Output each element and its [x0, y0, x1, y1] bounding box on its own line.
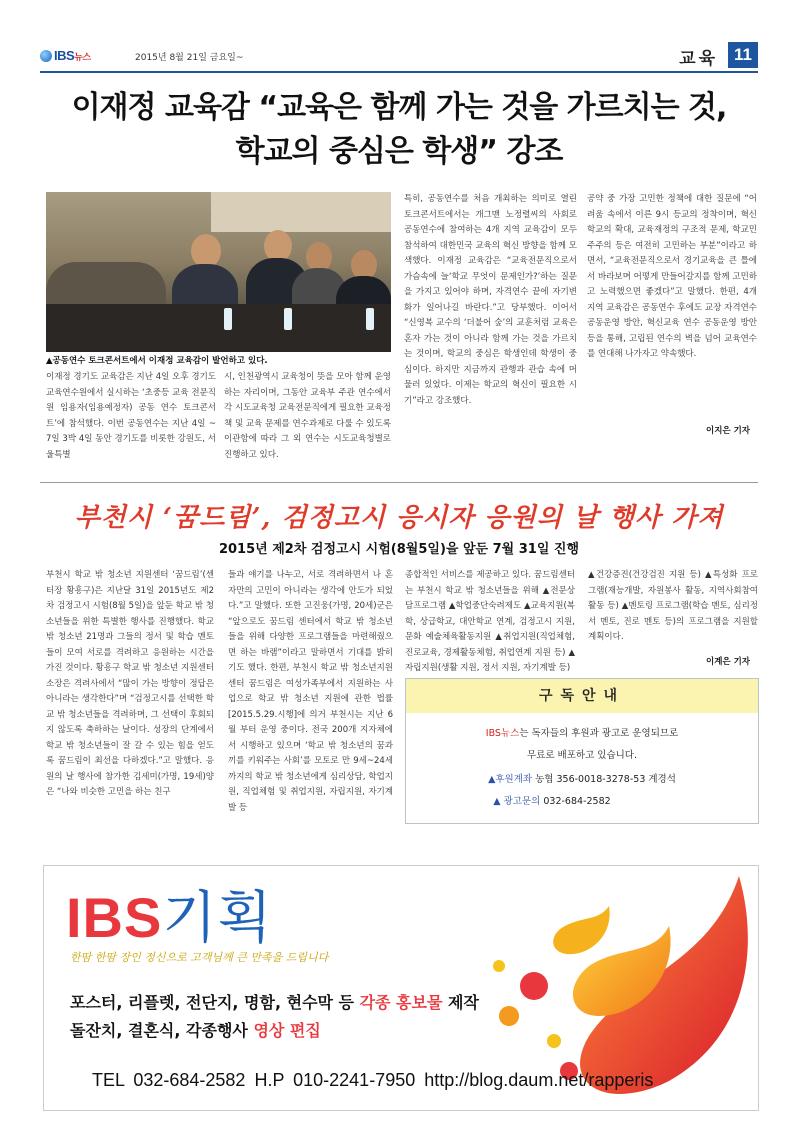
stage-table — [46, 304, 391, 352]
ad-services-line-2 — [70, 1018, 321, 1041]
article2-headline: 부천시 ‘꿈드림’, 검정고시 응시자 응원의 날 행사 가져 — [74, 503, 724, 533]
header-divider — [40, 71, 758, 73]
yellow-dot — [493, 960, 505, 972]
section-divider — [40, 482, 758, 483]
article2-byline: 이계은 기자 — [706, 657, 751, 667]
page-header — [40, 44, 758, 70]
ad-line2-highlight: 영상 편집 — [253, 1021, 321, 1040]
water-bottle — [366, 308, 374, 330]
ad-contact: TEL 032-684-2582 H.P 010-2241-7950 http://blog.daum.net/rapperis — [92, 1070, 654, 1090]
section-title: 교육 — [679, 49, 718, 69]
article1-column-1: 이재정 경기도 교육감은 지난 4일 오후 경기도교육연수원에서 실시하는 ‘초중등 교육 전문직원 임용자(임용예정자) 공동 연수 토크콘서트’에 참석했다. 이번 공동연수는 지난 4일 ~ 7일 3박 4일 동안 경기도를 비롯한 강원도, 서울특별 — [46, 372, 216, 460]
subscription-box — [405, 678, 759, 824]
ad-inquiry-phone: 032-684-2582 — [543, 796, 611, 807]
yellow-dot — [547, 1034, 561, 1048]
article2-column-2: 들과 얘기를 나누고, 서로 격려하면서 나 혼자만의 고민이 아니라는 생각에 안도가 되었다.”고 말했다. 또한 고진웅(가명, 20세)군은 “앞으로도 꿈드림 센터에서 학교 밖 청소년들을 위해 다양한 프로그램들을 마련해줬으면 하는 바램”이라고 말하면서 기대를 밝히기도 했다. 한편, 부천시 학교 밖 청소년지원센터 꿈드림은 여성가족부에서 지원하는 사업으로 학교 밖 청소년 지원에 관한 법률[2015.5.29.시행]에 의거 부천시는 지난 6월 부터 운영 중이다. 전국 200개 지자체에서 시행하고 있으며 ‘학교 밖 청소년의 꿈과 끼를 키워주는 사회’를 모토로 만 9세~24세까지의 학교 밖 청소년에게 심리상담, 학업지원, 직업체험 및 취업지원, 자립지원, 자기계발 등 — [228, 570, 393, 813]
donation-account: 농협 356-0018-3278-53 계경석 — [535, 774, 676, 785]
ibs-planning-ad — [43, 865, 759, 1111]
subscription-line-4 — [376, 793, 728, 807]
logo-sub: 뉴스 — [74, 52, 91, 62]
article2-subhead: 2015년 제2차 검정고시 시험(8월5일)을 앞둔 7월 31일 진행 — [218, 542, 580, 557]
water-bottle — [224, 308, 232, 330]
red-dot — [520, 972, 548, 1000]
ad-line1-highlight: 각종 홍보물 — [359, 993, 443, 1012]
water-bottle — [284, 308, 292, 330]
article2-column-4: ▲건강증진(건강검진 지원 등) ▲특성화 프로그램(재능개발, 자원봉사 활동, 지역사회참여활동 등) ▲멘토링 프로그램(학습 멘토, 심리정서 멘토, 진로 멘토 등)의 프로그램을 지원할 계획이다. — [588, 570, 758, 642]
yellow-drop — [553, 906, 609, 954]
ibs-planning-logo — [66, 874, 273, 954]
subscription-line-2: 무료로 배포하고 있습니다. — [526, 750, 637, 761]
ad-line2-text: 돌잔치, 결혼식, 각종행사 — [70, 1021, 254, 1040]
issue-date: 2015년 8월 21일 금요일~ — [135, 53, 244, 63]
article2-column-1: 부천시 학교 밖 청소년 지원센터 ‘꿈드림’(센터장 황흥구)은 지난달 31일 2015년도 제2차 검정고시 시험(8월 5일)을 앞둔 학교 밖 청소년들을 위한 특별한 행사를 진행했다. 학교 밖 청소년 21명과 그들의 정서 및 학습 멘토들이 모여 서로를 격려하고 응원하는 시간을 가진 것이다. 황흥구 학교 밖 청소년 지원센터 소장은 격려사에서 “많이 가는 방향이 정답은 아니라는 생각한다”며 “검정고시를 선택한 학교 밖 청소년들을 격려하며, 그 선택이 후회되지 않도록 축하하는 날이다. 성장의 단계에서 학교 밖 청소년들이 잘 갈 수 있는 힘을 얻도록 꿈드림이 최선을 다하겠다.”고 말했다. 응원의 날 행사에 참가한 김세미(가명, 19세)양은 “나와 비슷한 고민을 하는 친구 — [46, 570, 214, 797]
article1-headline — [40, 86, 758, 174]
ad-logo-ko: 기획 — [162, 886, 273, 951]
orange-dot — [499, 1006, 519, 1026]
subscription-brand: IBS뉴스 — [485, 728, 520, 739]
subscription-title: 구독안내 — [406, 679, 758, 713]
article2-column-3: 종합적인 서비스를 제공하고 있다. 꿈드림센터는 부천시 학교 밖 청소년들을 위해 ▲전문상담프로그램 ▲학업중단숙려제도 ▲교육지원(복학, 상급학교, 대안학교 연계, 검정고시 지원, 문화 예술체육활동지원 ▲취업지원(직업체험,진로교육, 경제활동체험, 취업연계 지원 등) ▲자립지원(생활 지원, 정서 지원, 자기계발 등) — [405, 570, 575, 673]
ad-inquiry-label: ▲ 광고문의 — [493, 796, 541, 807]
ad-logo-en: IBS — [66, 886, 163, 949]
article1-column-4: 공약 중 가장 고민한 정책에 대한 질문에 “어려움 속에서 이른 9시 등교의 정착이며, 혁신학교의 확대, 교육재정의 구조적 문제, 학교민주주의 등은 여전히 고민하는 부분”이라고 하면서, “교육전문직으로서 경기교육을 큰 틀에서 바라보며 어떻게 만들어갈지를 함께 고민하고 노력했으면 좋겠다”고 말했다. 한편, 4개 지역 교육감은 공동연수 후에도 교장 자격연수 공동운영 방안, 혁신교육 연수 공동운영 방안 등을 통해, 고립된 연수의 벽을 넘어 교육연수를 연대해 나가자고 약속했다. — [587, 194, 757, 359]
ibs-news-logo — [40, 48, 91, 63]
article1-column-3: 특히, 공동연수를 처음 개최하는 의미로 열린 토크콘서트에서는 개그맨 노정렬씨의 사회로 공동연수에 참여하는 4개 지역 교육감이 모두 참석하여 대한민국 교육의 혁신 방향을 함께 모색했다. 이재정 교육감은 “교육전문직으로서 가슴속에 늘‘학교 무엇이 문제인가?’하는 질문을 가지고 있어야 하며, 자격연수 끝에 자기변화가 일어나길 바란다.”고 당부했다. 이어서 “신영복 교수의 ‘더불어 숲’의 교훈처럼 교육은 혼자 가는 것이 아니라 함께 가는 것을 가르치는 것이며, 학교의 중심은 학생인데 학생이 중심이다. 하지만 지금까지 관행과 관습 속에 머물러 있었다. 이제는 학교의 혁신이 필요한 시기”라고 강조했다. — [404, 194, 577, 406]
person-head — [191, 234, 221, 268]
photo-banner — [211, 192, 391, 232]
subscription-line-1 — [406, 725, 758, 739]
ad-services-line-1 — [70, 990, 479, 1013]
ad-slogan: 한땀 한땀 장인 정신으로 고객님께 큰 만족을 드립니다 — [70, 951, 329, 964]
headline-line2: 학교의 중심은 학생” 강조 — [235, 134, 563, 169]
headline-line1: 이재정 교육감 “교육은 함께 가는 것을 가르치는 것, — [71, 90, 727, 125]
subscription-line-1-text: 는 독자들의 후원과 광고로 운영되므로 — [519, 728, 679, 739]
ad-line1-text: 포스터, 리플렛, 전단지, 명함, 현수막 등 — [70, 993, 360, 1012]
article1-photo — [46, 192, 391, 352]
article1-byline: 이지은 기자 — [706, 426, 751, 436]
globe-icon — [40, 50, 52, 62]
photo-caption: ▲공동연수 토크콘서트에서 이재정 교육감이 발언하고 있다. — [46, 356, 268, 366]
ad-line1-suffix: 제작 — [442, 993, 479, 1012]
article1-column-2: 시, 인천광역시 교육청이 뜻을 모아 함께 운영하는 자리이며, 그동안 교육부 주관 연수에서 각 시도교육청 교육전문직에게 필요한 교육정책 및 교육 문제를 연수과제로 다룰 수 있도록 이관함에 따라 그 외 연수는 시도교육청별로 진행하고 있다. — [224, 372, 391, 460]
donation-label: ▲후원계좌 — [488, 774, 533, 785]
logo-text: IBS — [54, 48, 75, 63]
subscription-line-3 — [406, 771, 758, 785]
page-number: 11 — [728, 42, 758, 68]
